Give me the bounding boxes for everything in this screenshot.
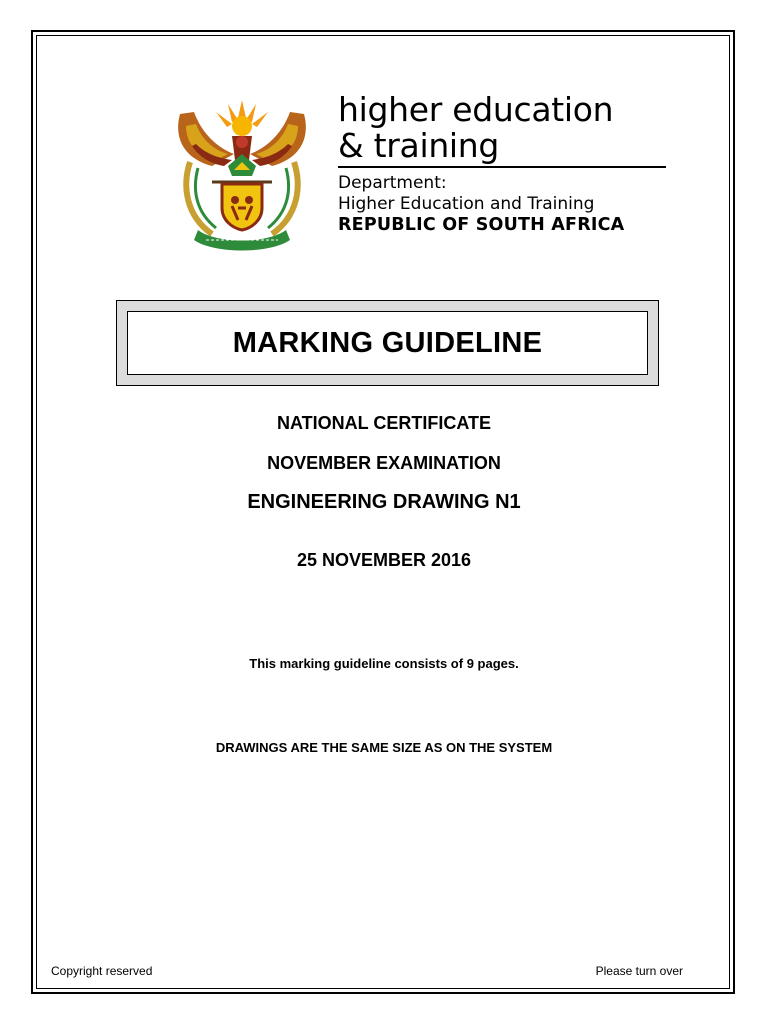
document-title: MARKING GUIDELINE bbox=[232, 326, 543, 359]
department-name: Higher Education and Training bbox=[338, 194, 595, 214]
drawings-note: DRAWINGS ARE THE SAME SIZE AS ON THE SYSTEM bbox=[215, 740, 553, 755]
department-label: Department: bbox=[338, 173, 447, 193]
coat-of-arms-icon bbox=[172, 96, 312, 254]
exam-line: NOVEMBER EXAMINATION bbox=[267, 453, 501, 473]
title-box bbox=[116, 300, 659, 386]
subject-line: ENGINEERING DRAWING N1 bbox=[247, 491, 521, 513]
date-line: 25 NOVEMBER 2016 bbox=[296, 550, 472, 570]
brand-line-1: higher education bbox=[338, 90, 614, 129]
department-branding bbox=[338, 92, 668, 236]
copyright-footer: Copyright reserved bbox=[51, 964, 153, 978]
brand-divider bbox=[338, 166, 666, 168]
pages-note: This marking guideline consists of 9 pages. bbox=[249, 656, 519, 671]
turn-over-footer: Please turn over bbox=[595, 964, 683, 978]
certificate-line: NATIONAL CERTIFICATE bbox=[277, 413, 491, 433]
country-name: REPUBLIC OF SOUTH AFRICA bbox=[338, 215, 625, 235]
brand-line-2: & training bbox=[338, 126, 500, 165]
title-bevel bbox=[127, 311, 648, 375]
